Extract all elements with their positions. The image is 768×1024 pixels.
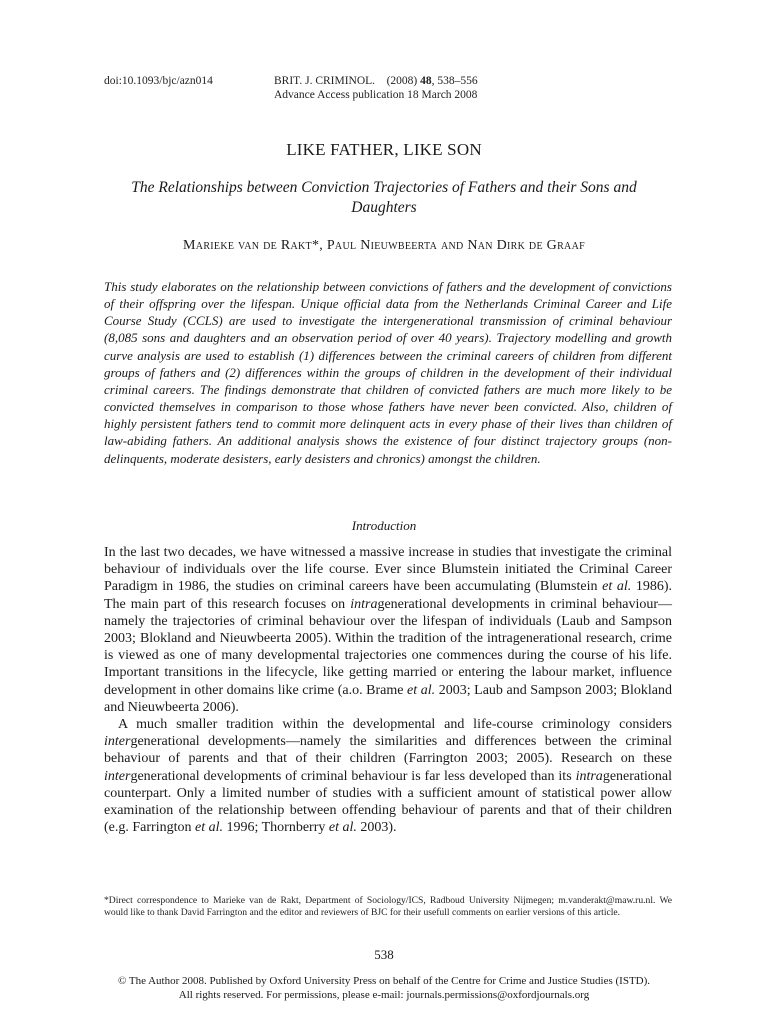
journal-pages: , 538–556 [431, 75, 478, 87]
text-run-italic: intra [350, 596, 378, 612]
text-run: In the last two decades, we have witnessed a massive increase in studies that investigate the criminal behaviour of individuals over the life course. Ever since Blumstein initiated the Criminal Career Paradigm in 1986, the studies on criminal careers have been accumulating (Blumstein [104, 545, 672, 595]
text-run: generational developments in criminal behaviour—namely the trajectories of criminal behaviour over the lifespan of individuals (Laub and Sampson 2003; Blokland and Nieuwbeerta 2005). Within the tradition of the intragenerational research, crime is viewed as one of many developmental trajectories one commences during the course of his life. Important transitions in the lifecycle, like getting married or entering the labour market, influence development in other domains like crime (a.o. Brame [104, 596, 673, 698]
text-run-italic: et al. [602, 579, 632, 595]
text-run: 2003; Laub and Sampson 2003; Blokland and Nieuwbeerta 2006). [104, 682, 672, 715]
text-run-italic: intra [575, 768, 603, 784]
copyright-notice [60, 975, 708, 1002]
text-run: generational developments of criminal behaviour is far less developed than its [130, 768, 576, 784]
text-run: generational developments—namely the similarities and differences between the criminal behaviour of parents and that of their children (Farrington 2003; 2005). Research on these [104, 734, 672, 767]
page-number: 538 [374, 947, 394, 962]
journal-volume: 48 [420, 75, 432, 87]
text-run-italic: et al. [194, 820, 223, 836]
author-list: Marieke van de Rakt*, Paul Nieuwbeerta and Nan Dirk de Graaf [183, 238, 585, 253]
journal-citation [274, 74, 478, 88]
introduction-body [104, 544, 672, 836]
text-run: A much smaller tradition within the developmental and life-course criminology considers [118, 717, 672, 733]
journal-year: (2008) [386, 75, 418, 87]
text-run: 1986). The main part of this research focuses on [104, 579, 672, 612]
text-run: generational counterpart. Only a limited number of studies with a sufficient amount of statistical power allow examination of the relationship between offending behaviour of parents and that of their children (e.g. Farrington [104, 768, 672, 836]
article-subtitle: The Relationships between Conviction Trajectories of Fathers and their Sons and Daughters [131, 179, 637, 216]
section-heading-introduction: Introduction [351, 518, 417, 533]
paragraph-1 [104, 544, 672, 716]
advance-access-note: Advance Access publication 18 March 2008 [274, 89, 478, 101]
copyright-line-2: All rights reserved. For permissions, please e-mail: journals.permissions@oxfordjournals.org [178, 988, 590, 1001]
journal-prefix: BRIT. J. CRIMINOL. [274, 75, 376, 87]
article-title: LIKE FATHER, LIKE SON [286, 140, 482, 159]
paragraph-2 [104, 716, 672, 836]
text-run-italic: inter [104, 734, 131, 750]
author-footnote: *Direct correspondence to Marieke van de Rakt, Department of Sociology/ICS, Radboud University Nijmegen; m.vanderakt@maw.ru.nl. We would like to thank David Farrington and the editor and reviewers of BJC for their usefull comments on earlier versions of this article. [104, 895, 672, 919]
copyright-line-1: © The Author 2008. Published by Oxford University Press on behalf of the Centre for Crime and Justice Studies (ISTD). [117, 975, 651, 987]
text-run: 2003). [356, 820, 397, 836]
text-run-italic: et al. [407, 682, 436, 698]
text-run-italic: et al. [328, 820, 357, 836]
doi-label: doi:10.1093/bjc/azn014 [104, 75, 213, 87]
text-run-italic: inter [104, 768, 131, 784]
text-run: 1996; Thornberry [222, 820, 329, 836]
abstract: This study elaborates on the relationship between convictions of fathers and the development of convictions of their offspring over the lifespan. Unique official data from the Netherlands Criminal Career and Life Course Study (CCLS) are used to investigate the intergenerational transmission of criminal behaviour (8,085 sons and daughters and an observation period of over 40 years). Trajectory modelling and growth curve analysis are used to establish (1) differences between the criminal careers of children from different groups of fathers and (2) differences within the groups of children in the development of their individual criminal careers. The findings demonstrate that children of convicted fathers are much more likely to be convicted themselves in comparison to those whose fathers have never been convicted. Also, children of highly persistent fathers tend to commit more delinquent acts in every phase of their lives than children of law-abiding fathers. An additional analysis shows the existence of four distinct trajectory groups (non-delinquents, moderate desisters, early desisters and chronics) amongst the children. [104, 279, 672, 466]
